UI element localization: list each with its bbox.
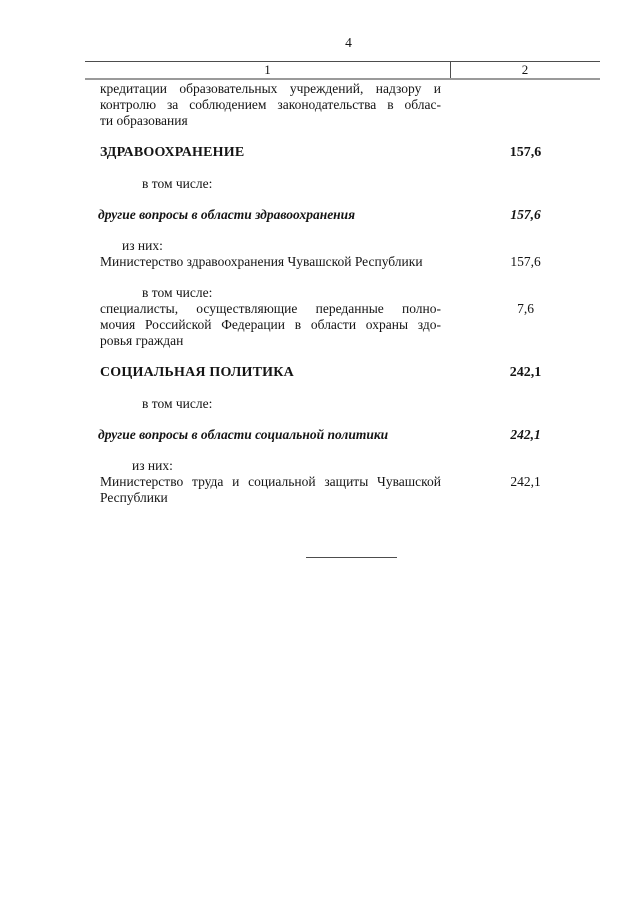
text-line: Министерство труда и социальной защиты Чувашской	[100, 474, 441, 489]
table-body	[85, 81, 600, 506]
table-header-row	[85, 61, 600, 80]
page-number: 4	[345, 35, 352, 50]
row-value: 157,6	[510, 207, 541, 222]
row-text: в том числе:	[142, 176, 213, 191]
row-text	[85, 301, 451, 349]
row-text: другие вопросы в области социальной политики	[98, 427, 389, 442]
end-of-document-rule	[306, 557, 397, 558]
row-value	[451, 81, 600, 129]
table-row-para	[85, 301, 600, 349]
row-text	[85, 81, 451, 129]
table-row-label-vtch	[85, 176, 600, 192]
row-value	[451, 396, 600, 412]
text-line: ти образования	[100, 113, 188, 128]
text-line: кредитации образовательных учреждений, надзору и	[100, 81, 441, 96]
text-line: ровья граждан	[100, 333, 184, 348]
row-text: в том числе:	[142, 396, 213, 411]
table-row-subsection	[85, 427, 600, 443]
table-row-subsection	[85, 207, 600, 223]
text-line: специалисты, осуществляющие переданные полно-	[100, 301, 441, 316]
table-row-section	[85, 145, 600, 161]
row-text: Министерство здравоохранения Чувашской Республики	[100, 254, 423, 269]
row-value	[451, 176, 600, 192]
row-value	[451, 238, 600, 254]
row-text: ЗДРАВООХРАНЕНИЕ	[100, 145, 245, 160]
row-value	[451, 458, 600, 474]
text-line: Республики	[100, 490, 168, 505]
table-row-label-vtch	[85, 396, 600, 412]
row-text: СОЦИАЛЬНАЯ ПОЛИТИКА	[100, 365, 294, 380]
table-row-label-iznih	[85, 238, 600, 254]
table-header-col1: 1	[85, 62, 451, 78]
table-row-label-iznih2	[85, 458, 600, 474]
row-text: из них:	[122, 238, 163, 253]
table-header-col2: 2	[521, 62, 529, 77]
text-line: мочия Российской Федерации в области охраны здо-	[100, 317, 441, 332]
row-value	[451, 285, 600, 301]
row-value: 242,1	[509, 365, 542, 380]
table-row-section	[85, 365, 600, 381]
row-value: 7,6	[517, 301, 534, 316]
row-value: 242,1	[510, 427, 541, 442]
table-row-label-vtch	[85, 285, 600, 301]
row-value: 157,6	[509, 145, 542, 160]
row-text: из них:	[132, 458, 173, 473]
row-text: другие вопросы в области здравоохранения	[98, 207, 356, 222]
table-row-para-cont	[85, 81, 600, 129]
text-line: контролю за соблюдением законодательства в облас-	[100, 97, 441, 112]
row-text: в том числе:	[142, 285, 213, 300]
table-row-entry	[85, 254, 600, 270]
page-content	[85, 35, 600, 558]
row-text	[85, 474, 451, 506]
row-value: 157,6	[510, 254, 541, 269]
row-value: 242,1	[510, 474, 541, 489]
table-row-entry-justified	[85, 474, 600, 506]
